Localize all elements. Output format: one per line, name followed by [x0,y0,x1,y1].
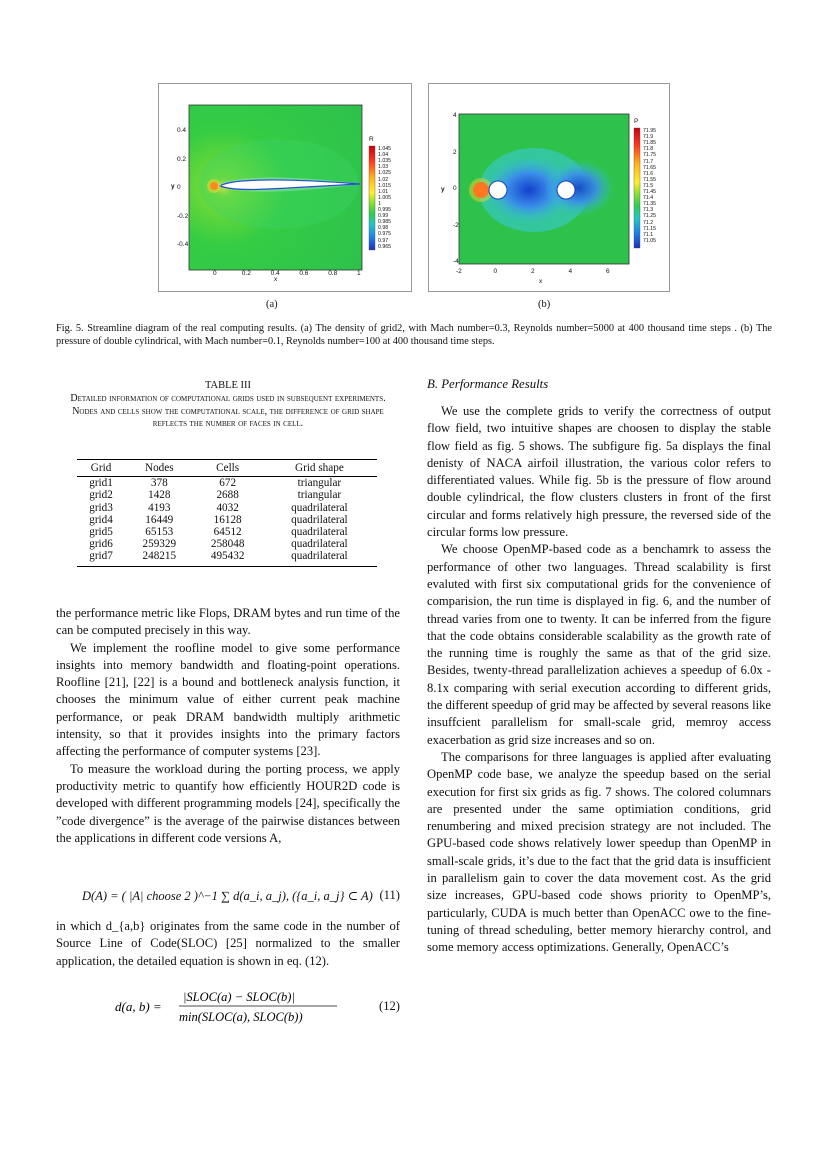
y-tick-label: 0 [453,185,457,192]
legend-value: 0.97 [378,237,389,244]
equation-12-formula [115,985,345,1029]
x-tick-label: 0 [213,270,217,277]
header-nodes: Nodes [125,460,193,477]
legend-value: 71.3 [643,207,654,214]
right-column-text [427,403,771,957]
legend-value: 0.985 [378,219,391,226]
legend-value: 71.2 [643,219,654,226]
x-tick-label: 0.6 [299,270,309,277]
paragraph: We use the complete grids to verify the correctness of output flow field, two intuitive shapes are choosen to display the stable flow field as fig. 5 shows. The subfigure fig. 5a displays the final denisty of NACA airfoil illustration, the various color refers to differentiated values. While fig. 5b is the pressure of flow around double cylindrical, the flow clusters clusters in front of the first circular and forms relatively high pressure, the reversed side of the circular forms low pressure. [427,404,771,540]
paragraph: in which d_{a,b} originates from the same code in the number of Source Line of Code(SLOC) [25] normalized to the smaller application, the detailed equation is shown in eq. (12). [56,919,400,968]
table-cell: grid6 [89,538,113,551]
y-tick-label: 2 [453,148,457,156]
header-grid: Grid [77,460,125,477]
legend-value: 1.03 [378,164,389,171]
legend-value: 0.965 [378,243,391,250]
table-cell: 16128 [213,513,242,526]
y-tick-label: -2 [453,221,459,229]
y-axis-label: y [441,186,445,193]
grid-table [77,459,377,567]
table-cell: 495432 [193,550,261,566]
table-cell: 258048 [210,538,245,551]
legend-value: 1.035 [378,158,391,165]
table-cell: grid4 [89,513,113,526]
table-cell: 16449 [145,513,174,526]
table-cell: triangular [297,489,342,502]
legend-value: 0.975 [378,231,391,238]
y-tick-label: -0.4 [177,241,189,248]
table-header-row [77,460,377,477]
legend-title: R [369,136,374,143]
figure-caption: Fig. 5. Streamline diagram of the real computing results. (a) The density of grid2, with Mach number=0.3, Reynolds number=5000 at 400 thousand time steps . (b) The pressure of double cylindrical, with Mach number=0.1, Reynolds number=100 at 400 thousand time steps. [56,323,772,347]
equation-12 [115,985,400,1029]
x-axis-label: x [539,278,543,285]
table-cell: triangular [297,477,342,490]
x-axis-label: x [274,276,278,283]
x-tick-label: 0.4 [270,270,280,277]
table-cell: grid3 [89,501,113,514]
x-tick-label: 0.8 [328,270,338,277]
table-row [77,526,377,538]
eq12-denominator: min(SLOC(a), SLOC(b)) [179,1010,303,1024]
x-tick-label: 2 [531,268,535,275]
y-tick-label: 0.2 [177,155,187,163]
legend-value: 71.5 [643,182,654,189]
legend-value: 71.6 [643,170,654,177]
y-tick-label: -0.2 [177,212,189,220]
legend-value: 1.045 [378,146,391,152]
section-heading: B. Performance Results [427,377,549,391]
table-row [77,514,377,526]
x-tick-label: 0.2 [241,270,251,277]
legend-title: P [634,118,639,125]
table-cell: 248215 [125,550,193,566]
table-cell: 2688 [216,489,239,502]
legend-value: 1.015 [378,182,391,189]
table-row [77,477,377,490]
legend-value: 71.4 [643,195,654,202]
legend-value: 71.45 [643,189,656,195]
legend-value: 1.005 [378,194,391,201]
y-tick-label: -4 [453,258,459,265]
left-column-text [56,605,400,847]
eq12-numerator: |SLOC(a) − SLOC(b)| [183,990,295,1004]
legend-value: 71.95 [643,128,656,134]
x-tick-label: -2 [456,268,462,275]
table-cell: 4193 [148,501,171,514]
paragraph: We choose OpenMP-based code as a benchamrk to assess the performance of other two languages. Thread scalability is first evaluted with first six computational grids for the convenience of comparision, the run time is displayed in fig. 6, and the number of thread varies from one to twenty. It can be inferred from the figure that the code obtains considerable scalability as the growth rate of the running time is roughly the same as that of the grid size. Besides, twenty-thread parallelization achieves a speedup of 6.0x - 8.1x comparing with serial execution according to different grids, the different speedup of grid may be affected by several reasons like insuffcient parallelism for small-scale grid, memroy access exacerbation as grid size increases and so on. [427,542,771,747]
table-cell: 64512 [213,526,242,539]
y-tick-label: 0.4 [177,127,187,134]
legend-value: 1.02 [378,176,389,183]
eq12-lhs: d(a, b) = [115,999,162,1014]
legend-value: 71.25 [643,213,656,220]
legend-value: 71.7 [643,158,654,165]
table-number: TABLE III [204,380,252,391]
y-tick-label: 0 [177,184,181,191]
paragraph: the performance metric like Flops, DRAM bytes and run time of the can be computed precisely in this way. [56,606,400,638]
paragraph: We implement the roofline model to give some performance insights into memory bandwidth and floating-point operations. Roofline [21], [22] is a bound and bottleneck analysis function, it chooses the minimum value of either current peak machine performance, or peak DRAM bandwidth multiply arithmetic intensity, so that it provides insights into the primary factors affecting the performance of computer systems [23]. [56,640,400,759]
table-cell: quadrilateral [291,501,348,514]
table-row [77,550,377,566]
legend-value: 71.85 [643,140,656,147]
pressure-contour-plot [429,84,669,291]
legend-value: 1.01 [378,188,389,195]
legend-value: 1.04 [378,152,389,159]
paragraph: The comparisons for three languages is applied after evaluating OpenMP code base, we analyze the speedup based on the serial execution for first six grids as fig. 7 shows. The colored columnars are presented under the same optimiation conditions, grid renumbering and mixed precision strategy are not included. The GPU-based code shows relatively lower speedup than OpenMP in small-scale grids, it’s due to the fact that the grid data is insufficient in parallelism gain to cover the data movement cost. As the grid size increases, GPU-based code shows priority to OpenMP’s, particularly, CUDA is much better than OpenACC owe to the fine-tuning of thread scheduling, better memory hierarchy control, and some memory access optimizations. Generally, OpenACC’s [427,749,771,955]
table-cell: 672 [219,477,237,490]
equation-11-text: D(A) = ( |A| choose 2 )^−1 ∑ d(a_i, a_j), ({a_i, a_j} ⊂ A) [82,889,373,903]
legend-value: 71.75 [643,152,656,159]
legend-value: 71.1 [643,231,654,238]
table-cell: quadrilateral [291,526,348,539]
x-tick-label: 1 [357,270,361,277]
figure-5b [428,83,670,292]
legend-value: 71.55 [643,176,656,183]
legend-value: 71.15 [643,225,656,232]
table-cell: 4032 [216,501,239,514]
legend-value: 71.05 [643,237,656,244]
legend-value: 0.99 [378,213,389,220]
legend-value: 0.995 [378,207,391,213]
legend-value: 71.9 [643,134,654,141]
density-contour-plot [159,84,411,291]
figure-5a [158,83,412,292]
x-tick-label: 0 [493,268,498,275]
left-column-text-2 [56,918,400,970]
legend-value: 71.8 [643,146,654,153]
table-row [77,489,377,501]
table-cell: grid7 [77,550,125,566]
legend-value: 0.98 [378,225,389,232]
legend-value: 71.35 [643,201,656,208]
table-cell: 259329 [142,538,177,551]
legend-value: 71.65 [643,164,656,171]
x-tick-label: 6 [606,268,610,275]
table-caption: Detailed information of computational grids used in subsequent experiments. Nodes and cells show the computational scale, the difference of grid shape reflects the number of faces in cell. [70,393,386,429]
y-tick-label: 4 [453,112,457,119]
table-cell: 1428 [148,489,171,502]
header-cells: Cells [193,460,261,477]
equation-number: (11) [379,888,400,902]
paragraph: To measure the workload during the porting process, we apply productivity metric to quantify how efficiently HOUR2D code is developed with different programming models [24], specifically the ”code divergence” is the average of the pairwise distances between the applications in different code versions A, [56,761,400,845]
table-cell: 378 [150,477,168,490]
table-cell: quadrilateral [262,550,377,566]
legend-value: 1.025 [378,170,391,177]
table-row [77,538,377,550]
table-row [77,502,377,514]
table-cell: grid1 [89,477,113,490]
header-grid-shape: Grid shape [262,460,377,477]
table-cell: grid5 [89,526,113,539]
subfigure-label-b: (b) [538,299,551,310]
equation-number: (12) [379,999,400,1013]
table-cell: 65153 [145,526,174,539]
table-cell: grid2 [89,489,113,502]
subfigure-label-a: (a) [266,299,278,310]
equation-11 [82,876,400,916]
y-axis-label: y [171,183,175,190]
table-cell: quadrilateral [291,538,348,551]
x-tick-label: 4 [568,268,573,275]
table-cell: quadrilateral [291,513,348,526]
legend-value: 1 [378,200,381,207]
